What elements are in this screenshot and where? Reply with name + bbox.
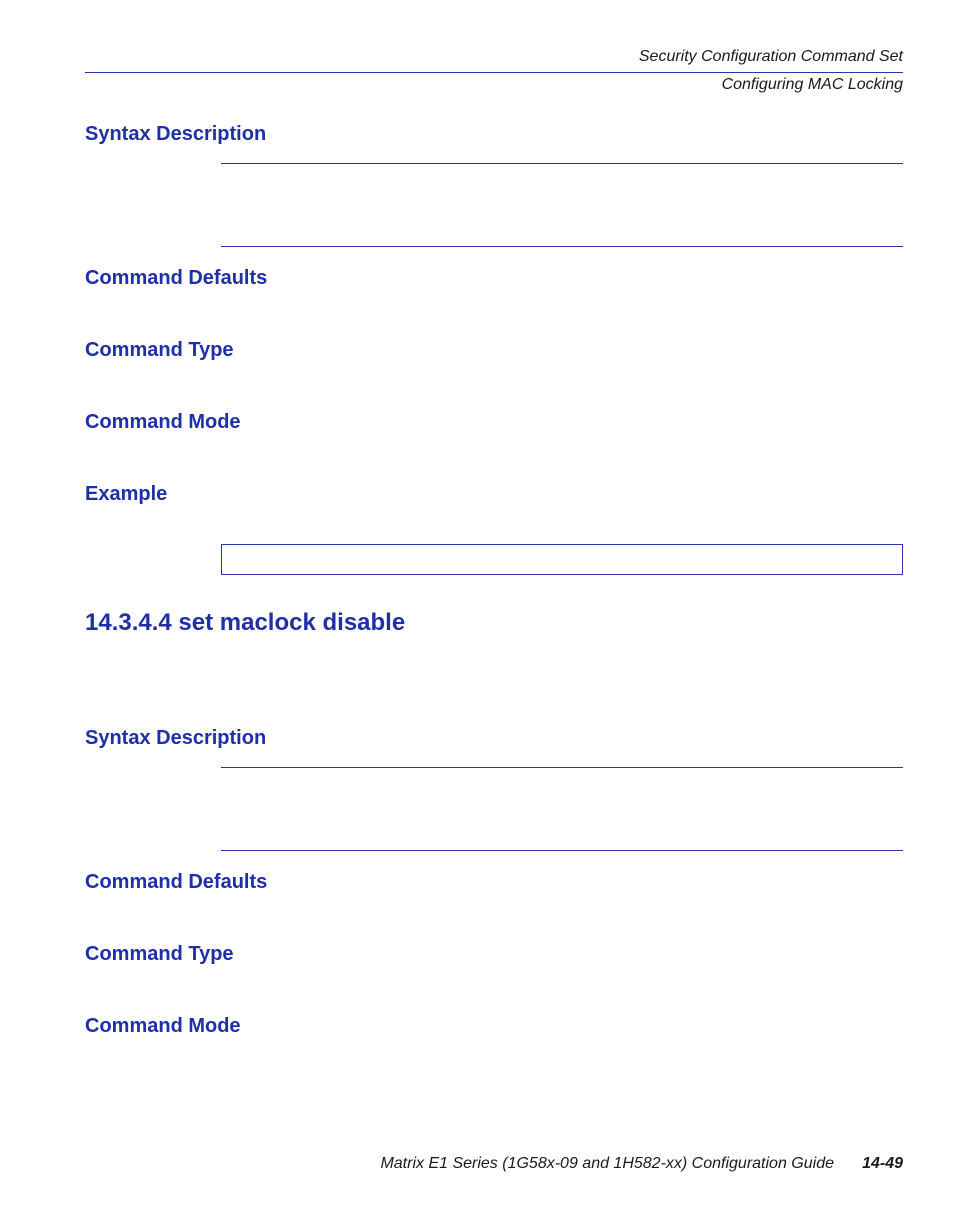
command-defaults-heading: Command Defaults (85, 871, 268, 893)
header-chapter-title: Security Configuration Command Set (638, 48, 903, 65)
syntax-table-top-rule (221, 163, 903, 164)
command-defaults-heading: Command Defaults (85, 267, 268, 289)
example-heading: Example (85, 483, 168, 505)
syntax-table-bottom-rule (221, 246, 903, 247)
header-rule (85, 72, 903, 73)
example-code-box (221, 544, 903, 575)
footer-page-number: 14-49 (862, 1155, 903, 1172)
section-title: 14.3.4.4 set maclock disable (85, 609, 406, 636)
command-mode-heading: Command Mode (85, 411, 241, 433)
command-mode-heading: Command Mode (85, 1015, 241, 1037)
syntax-table-bottom-rule (221, 850, 903, 851)
header-section-title: Configuring MAC Locking (721, 76, 903, 93)
syntax-description-heading: Syntax Description (85, 123, 267, 145)
syntax-description-heading: Syntax Description (85, 727, 267, 749)
command-type-heading: Command Type (85, 339, 234, 361)
command-type-heading: Command Type (85, 943, 234, 965)
syntax-table-top-rule (221, 767, 903, 768)
footer-guide-title: Matrix E1 Series (1G58x-09 and 1H582-xx) Configuration Guide (380, 1155, 834, 1172)
